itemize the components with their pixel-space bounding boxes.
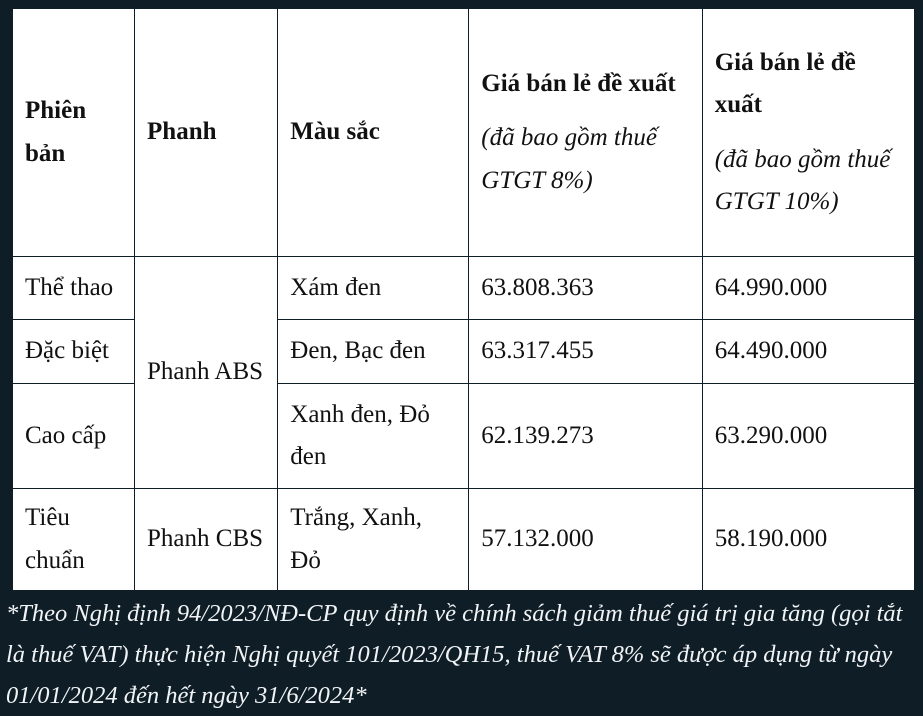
- cell-price-vat8: 57.132.000: [469, 489, 702, 591]
- cell-brake-cbs: Phanh CBS: [135, 489, 278, 591]
- cell-price-vat8: 62.139.273: [469, 384, 702, 489]
- cell-price-vat8: 63.317.455: [469, 320, 702, 384]
- header-brake: Phanh: [135, 9, 278, 257]
- cell-color: Trắng, Xanh, Đỏ: [278, 489, 469, 591]
- price-table: [12, 8, 915, 591]
- table-row: [13, 257, 915, 320]
- header-price-vat8: [469, 9, 702, 257]
- header-color: Màu sắc: [278, 9, 469, 257]
- header-price-vat8-title: Giá bán lẻ đề xuất: [481, 69, 676, 97]
- header-price-vat8-note: (đã bao gồm thuế GTGT 8%): [481, 124, 657, 194]
- header-price-vat10: [702, 9, 914, 257]
- price-table-container: [12, 8, 915, 590]
- cell-price-vat10: 64.990.000: [702, 257, 914, 320]
- table-row: [13, 489, 915, 591]
- cell-price-vat8: 63.808.363: [469, 257, 702, 320]
- cell-color: Xám đen: [278, 257, 469, 320]
- cell-version: Cao cấp: [13, 384, 135, 489]
- cell-price-vat10: 64.490.000: [702, 320, 914, 384]
- table-header-row: [13, 9, 915, 257]
- header-price-vat10-title: Giá bán lẻ đề xuất: [714, 48, 856, 118]
- header-price-vat10-note: (đã bao gồm thuế GTGT 10%): [714, 145, 891, 215]
- cell-version: Thể thao: [13, 257, 135, 320]
- cell-color: Xanh đen, Đỏ đen: [278, 384, 469, 489]
- cell-version: Tiêu chuẩn: [13, 489, 135, 591]
- cell-brake-abs: Phanh ABS: [135, 257, 278, 489]
- cell-version: Đặc biệt: [13, 320, 135, 384]
- footnote-text: *Theo Nghị định 94/2023/NĐ-CP quy định về chính sách giảm thuế giá trị gia tăng (gọi tắt là thuế VAT) thực hiện Nghị quyết 101/2023/QH15, thuế VAT 8% sẽ được áp dụng từ ngày 01/01/2024 đến hết ngày 31/6/2024*: [6, 600, 903, 709]
- cell-color: Đen, Bạc đen: [278, 320, 469, 384]
- cell-price-vat10: 58.190.000: [702, 489, 914, 591]
- cell-price-vat10: 63.290.000: [702, 384, 914, 489]
- header-version: Phiên bản: [13, 9, 135, 257]
